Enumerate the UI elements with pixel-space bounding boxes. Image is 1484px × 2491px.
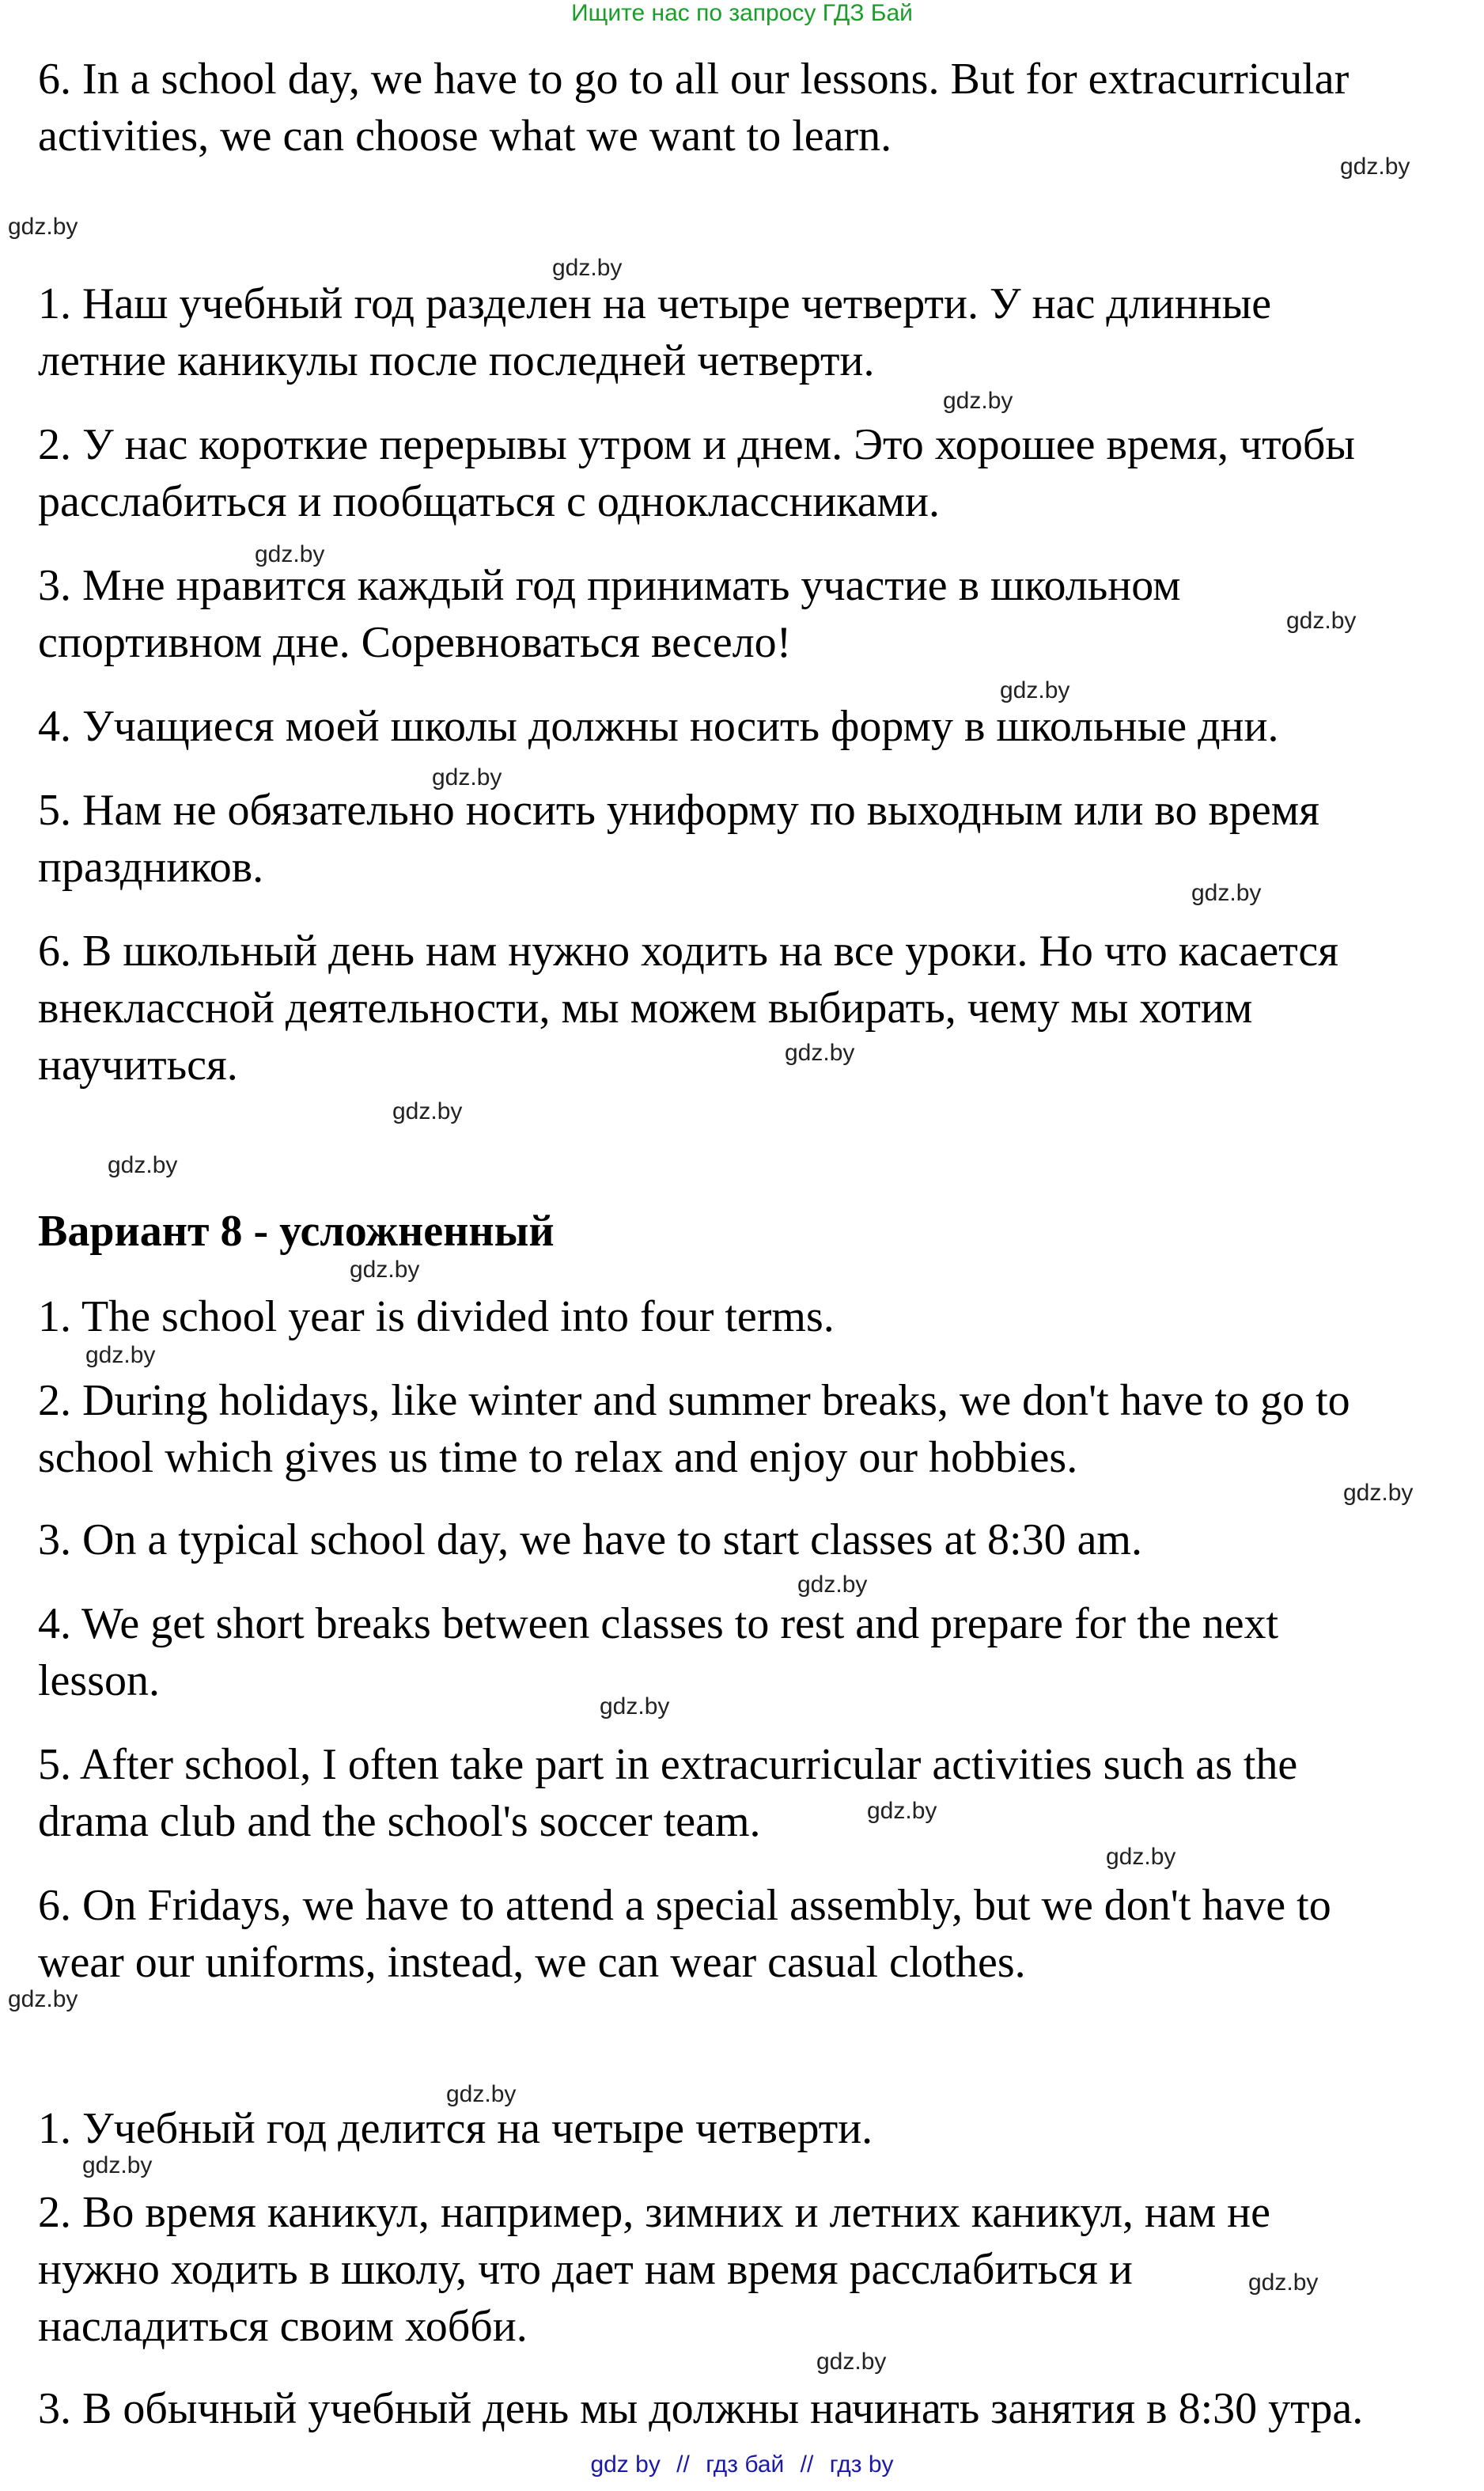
search-hint-link[interactable]: Ищите нас по запросу ГДЗ Бай: [571, 0, 913, 26]
watermark: gdz.by: [600, 1693, 670, 1719]
watermark: gdz.by: [1286, 608, 1357, 634]
watermark: gdz.by: [8, 1986, 78, 2012]
paragraph-ru-2-a: 2. У нас короткие перерывы утром и днем. Это хорошее время, чтобы расслабиться и пообщаться с одноклассниками.: [38, 420, 1355, 526]
paragraph-ru-3-a: 3. Мне нравится каждый год принимать участие в школьном спортивном дне. Соревноваться весело!: [38, 561, 1181, 667]
watermark: gdz.by: [446, 2081, 517, 2107]
paragraph-en-3-b: 3. On a typical school day, we have to start classes at 8:30 am.: [38, 1515, 1142, 1564]
paragraph-ru-3-b: 3. В обычный учебный день мы должны начинать занятия в 8:30 утра.: [38, 2384, 1364, 2433]
watermark: gdz.by: [816, 2349, 887, 2375]
watermark: gdz.by: [392, 1098, 463, 1124]
watermark: gdz.by: [350, 1257, 420, 1283]
paragraph-ru-5-a: 5. Нам не обязательно носить униформу по выходным или во время праздников.: [38, 786, 1319, 892]
paragraph-ru-1-b: 1. Учебный год делится на четыре четверти.: [38, 2104, 873, 2153]
paragraph-ru-2-b: 2. Во время каникул, например, зимних и летних каникул, нам не нужно ходить в школу, что дает нам время расслабиться и насладиться своим хобби.: [38, 2188, 1270, 2351]
paragraph-en-4-b: 4. We get short breaks between classes to rest and prepare for the next lesson.: [38, 1599, 1279, 1705]
section-heading: Вариант 8 - усложненный: [38, 1207, 555, 1256]
paragraph-en-5-b: 5. After school, I often take part in extracurricular activities such as the drama club and the school's soccer team.: [38, 1740, 1298, 1846]
paragraph-en-6-b: 6. On Fridays, we have to attend a special assembly, but we don't have to wear our uniforms, instead, we can wear casual clothes.: [38, 1881, 1331, 1987]
watermark: gdz.by: [797, 1572, 868, 1598]
paragraph-ru-1-a: 1. Наш учебный год разделен на четыре четверти. У нас длинные летние каникулы после последней четверти.: [38, 279, 1272, 385]
watermark: gdz.by: [82, 2152, 153, 2178]
watermark: gdz.by: [432, 764, 502, 791]
paragraph-en-2-b: 2. During holidays, like winter and summer breaks, we don't have to go to school which gives us time to relax and enjoy our hobbies.: [38, 1376, 1350, 1482]
watermark: gdz.by: [943, 388, 1013, 414]
watermark: gdz.by: [867, 1798, 937, 1824]
paragraph-ru-6-a: 6. В школьный день нам нужно ходить на все уроки. Но что касается внеклассной деятельности, мы можем выбирать, чему мы хотим научиться.: [38, 927, 1338, 1090]
watermark: gdz.by: [1106, 1844, 1176, 1870]
watermark: gdz.by: [1340, 154, 1410, 180]
watermark: gdz.by: [1000, 677, 1070, 703]
paragraph-ru-4-a: 4. Учащиеся моей школы должны носить форму в школьные дни.: [38, 702, 1279, 751]
footer-separator: //: [676, 2451, 690, 2478]
footer-link-gdz-bai[interactable]: гдз бай: [706, 2451, 785, 2478]
watermark: gdz.by: [552, 255, 623, 281]
watermark: gdz.by: [785, 1040, 855, 1066]
watermark: gdz.by: [108, 1152, 178, 1178]
watermark: gdz.by: [8, 214, 78, 240]
watermark: gdz.by: [1343, 1480, 1414, 1506]
footer-link-gdz-by[interactable]: gdz by: [590, 2451, 661, 2478]
paragraph-en-6-a: 6. In a school day, we have to go to all our lessons. But for extracurricular activities, we can choose what we want to learn.: [38, 55, 1350, 161]
watermark: gdz.by: [1191, 880, 1262, 906]
watermark: gdz.by: [255, 541, 325, 567]
footer-separator: //: [800, 2451, 814, 2478]
footer-links: [0, 2451, 1484, 2478]
watermark: gdz.by: [1248, 2269, 1319, 2296]
watermark: gdz.by: [85, 1342, 156, 1368]
footer-link-gdz-by-ru[interactable]: гдз by: [829, 2451, 894, 2478]
paragraph-en-1-b: 1. The school year is divided into four terms.: [38, 1292, 835, 1341]
